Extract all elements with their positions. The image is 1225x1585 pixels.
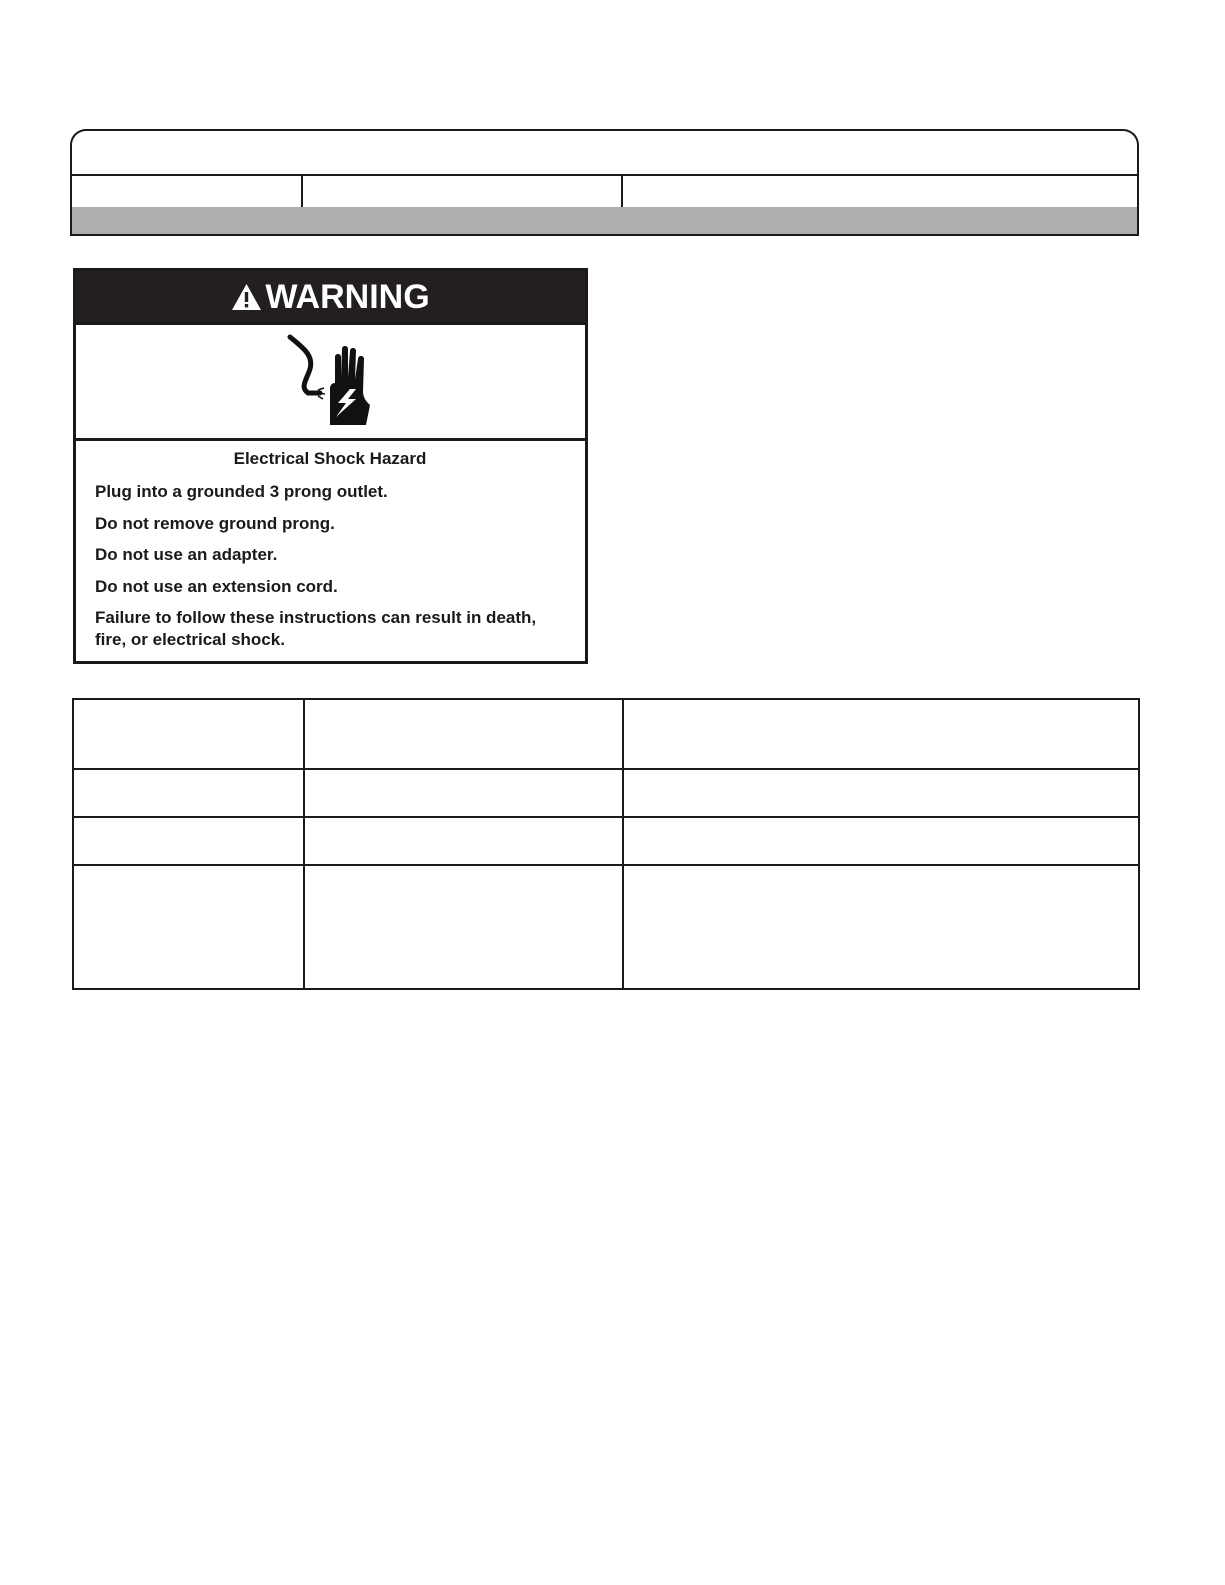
- table-cell: [73, 865, 304, 989]
- table-cell: [623, 769, 1139, 817]
- warning-text-area: [76, 441, 585, 651]
- top-table-title-bar: [70, 129, 1139, 176]
- table-cell: [623, 699, 1139, 769]
- hazard-instruction: Do not remove ground prong.: [95, 513, 335, 533]
- table-cell: [73, 699, 304, 769]
- alert-triangle-icon: [231, 283, 262, 311]
- table-cell: [623, 865, 1139, 989]
- hazard-instruction: Do not use an extension cord.: [95, 576, 338, 596]
- table-row: [73, 865, 1139, 989]
- warning-symbol-area: [76, 325, 585, 441]
- top-table-header-cell: [72, 176, 303, 207]
- top-table-header-cell: [303, 176, 623, 207]
- table-cell: [623, 817, 1139, 865]
- bottom-table: [72, 698, 1140, 990]
- top-table: [70, 129, 1139, 237]
- hazard-instruction: Do not use an adapter.: [95, 545, 278, 565]
- shock-hazard-hand-icon: [286, 333, 376, 431]
- table-cell: [73, 769, 304, 817]
- table-cell: [304, 769, 623, 817]
- table-row: [73, 769, 1139, 817]
- hazard-title: Electrical Shock Hazard: [233, 449, 427, 468]
- table-cell: [73, 817, 304, 865]
- top-table-gray-band: [70, 207, 1139, 236]
- table-cell: [304, 699, 623, 769]
- table-row: [73, 817, 1139, 865]
- top-table-header-row: [70, 174, 1139, 209]
- warning-header: [76, 271, 585, 325]
- table-row: [73, 699, 1139, 769]
- warning-label: [73, 268, 588, 664]
- table-cell: [304, 865, 623, 989]
- table-cell: [304, 817, 623, 865]
- hazard-consequence: Failure to follow these instructions can result in death, fire, or electrical shock.: [95, 608, 537, 650]
- top-table-header-cell: [623, 176, 1137, 207]
- warning-title: WARNING: [265, 277, 430, 316]
- hazard-instruction: Plug into a grounded 3 prong outlet.: [95, 482, 388, 501]
